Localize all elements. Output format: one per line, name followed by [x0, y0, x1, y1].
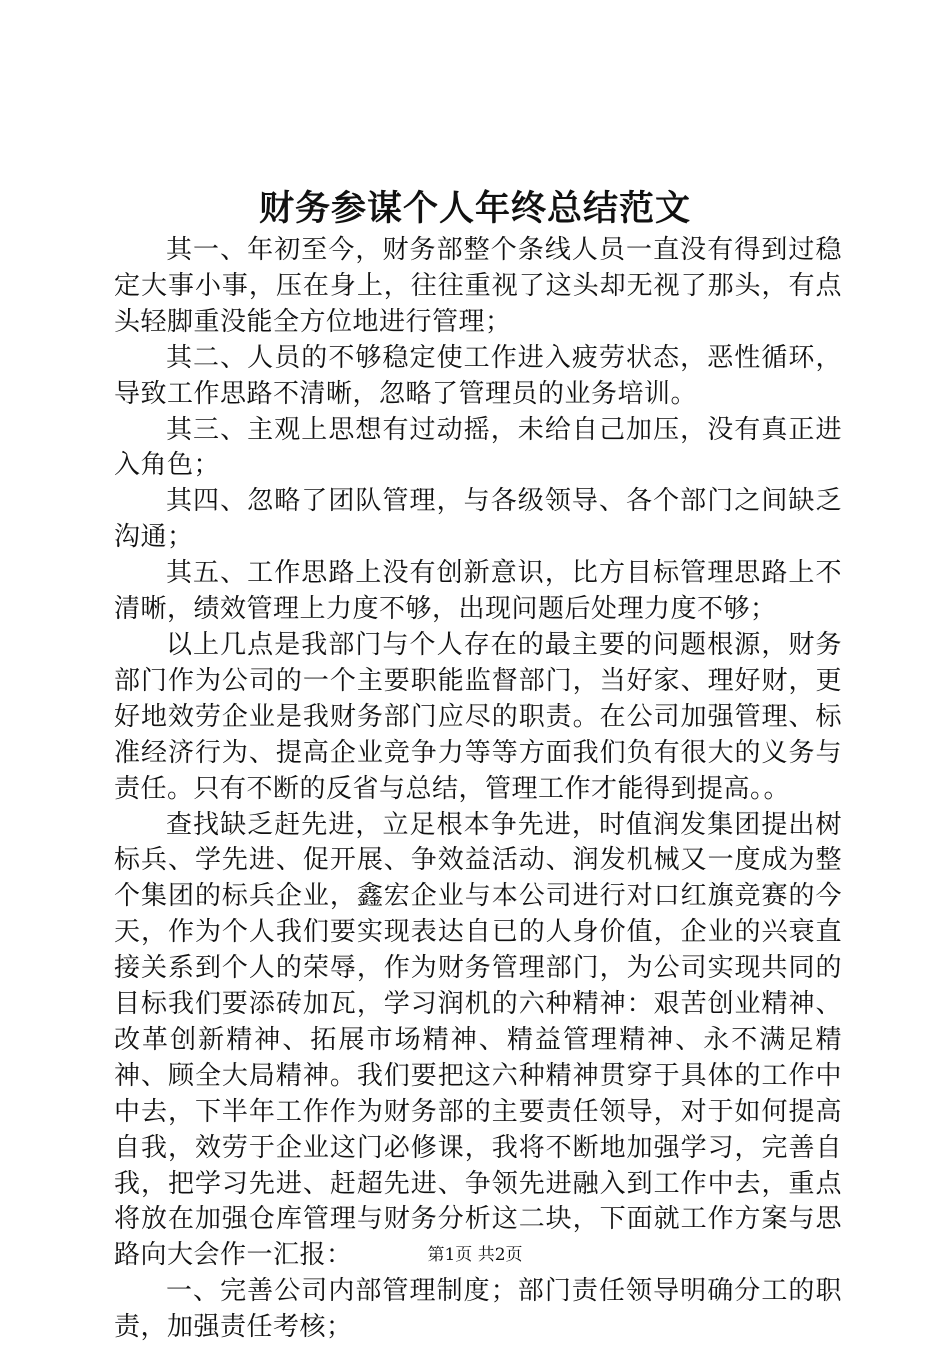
document-title: 财务参谋个人年终总结范文 [258, 188, 691, 229]
paragraph: 查找缺乏赶先进，立足根本争先进，时值润发集团提出树标兵、学先进、促开展、争效益活动、润发机械又一度成为整个集团的标兵企业，鑫宏企业与本公司进行对口红旗竞赛的今天，作为个人我们要实现表达自已的人身价值，企业的兴衰直接关系到个人的荣辱，作为财务管理部门，为公司实现共同的目标我们要添砖加瓦，学习润机的六种精神：艰苦创业精神、改革创新精神、拓展市场精神、精益管理精神、永不满足精神、顾全大局精神。我们要把这六种精神贯穿于具体的工作中中去，下半年工作作为财务部的主要责任领导，对于如何提高自我，效劳于企业这门必修课，我将不断地加强学习，完善自我，把学习先进、赶超先进、争领先进融入到工作中去，重点将放在加强仓库管理与财务分析这二块，下面就工作方案与思路向大会作一汇报： [114, 809, 842, 1271]
paragraph: 其五、工作思路上没有创新意识，比方目标管理思路上不清晰，绩效管理上力度不够，出现问题后处理力度不够； [114, 558, 842, 625]
document-body [114, 233, 842, 1346]
paragraph: 其四、忽略了团队管理，与各级领导、各个部门之间缺乏沟通； [114, 486, 842, 553]
page-number-footer: 第1页 共2页 [427, 1245, 523, 1265]
paragraph: 一、完善公司内部管理制度；部门责任领导明确分工的职责，加强责任考核； [114, 1276, 842, 1343]
paragraph: 其一、年初至今，财务部整个条线人员一直没有得到过稳定大事小事，压在身上，往往重视了这头却无视了那头，有点头轻脚重没能全方位地进行管理； [114, 235, 842, 337]
paragraph: 其二、人员的不够稳定使工作进入疲劳状态，恶性循环，导致工作思路不清晰，忽略了管理员的业务培训。 [114, 342, 842, 409]
paragraph: 以上几点是我部门与个人存在的最主要的问题根源，财务部门作为公司的一个主要职能监督部门，当好家、理好财，更好地效劳企业是我财务部门应尽的职责。在公司加强管理、标准经济行为、提高企业竞争力等等方面我们负有很大的义务与责任。只有不断的反省与总结，管理工作才能得到提高。。 [114, 629, 842, 804]
paragraph: 其三、主观上思想有过动摇，未给自己加压，没有真正进入角色； [114, 414, 842, 481]
